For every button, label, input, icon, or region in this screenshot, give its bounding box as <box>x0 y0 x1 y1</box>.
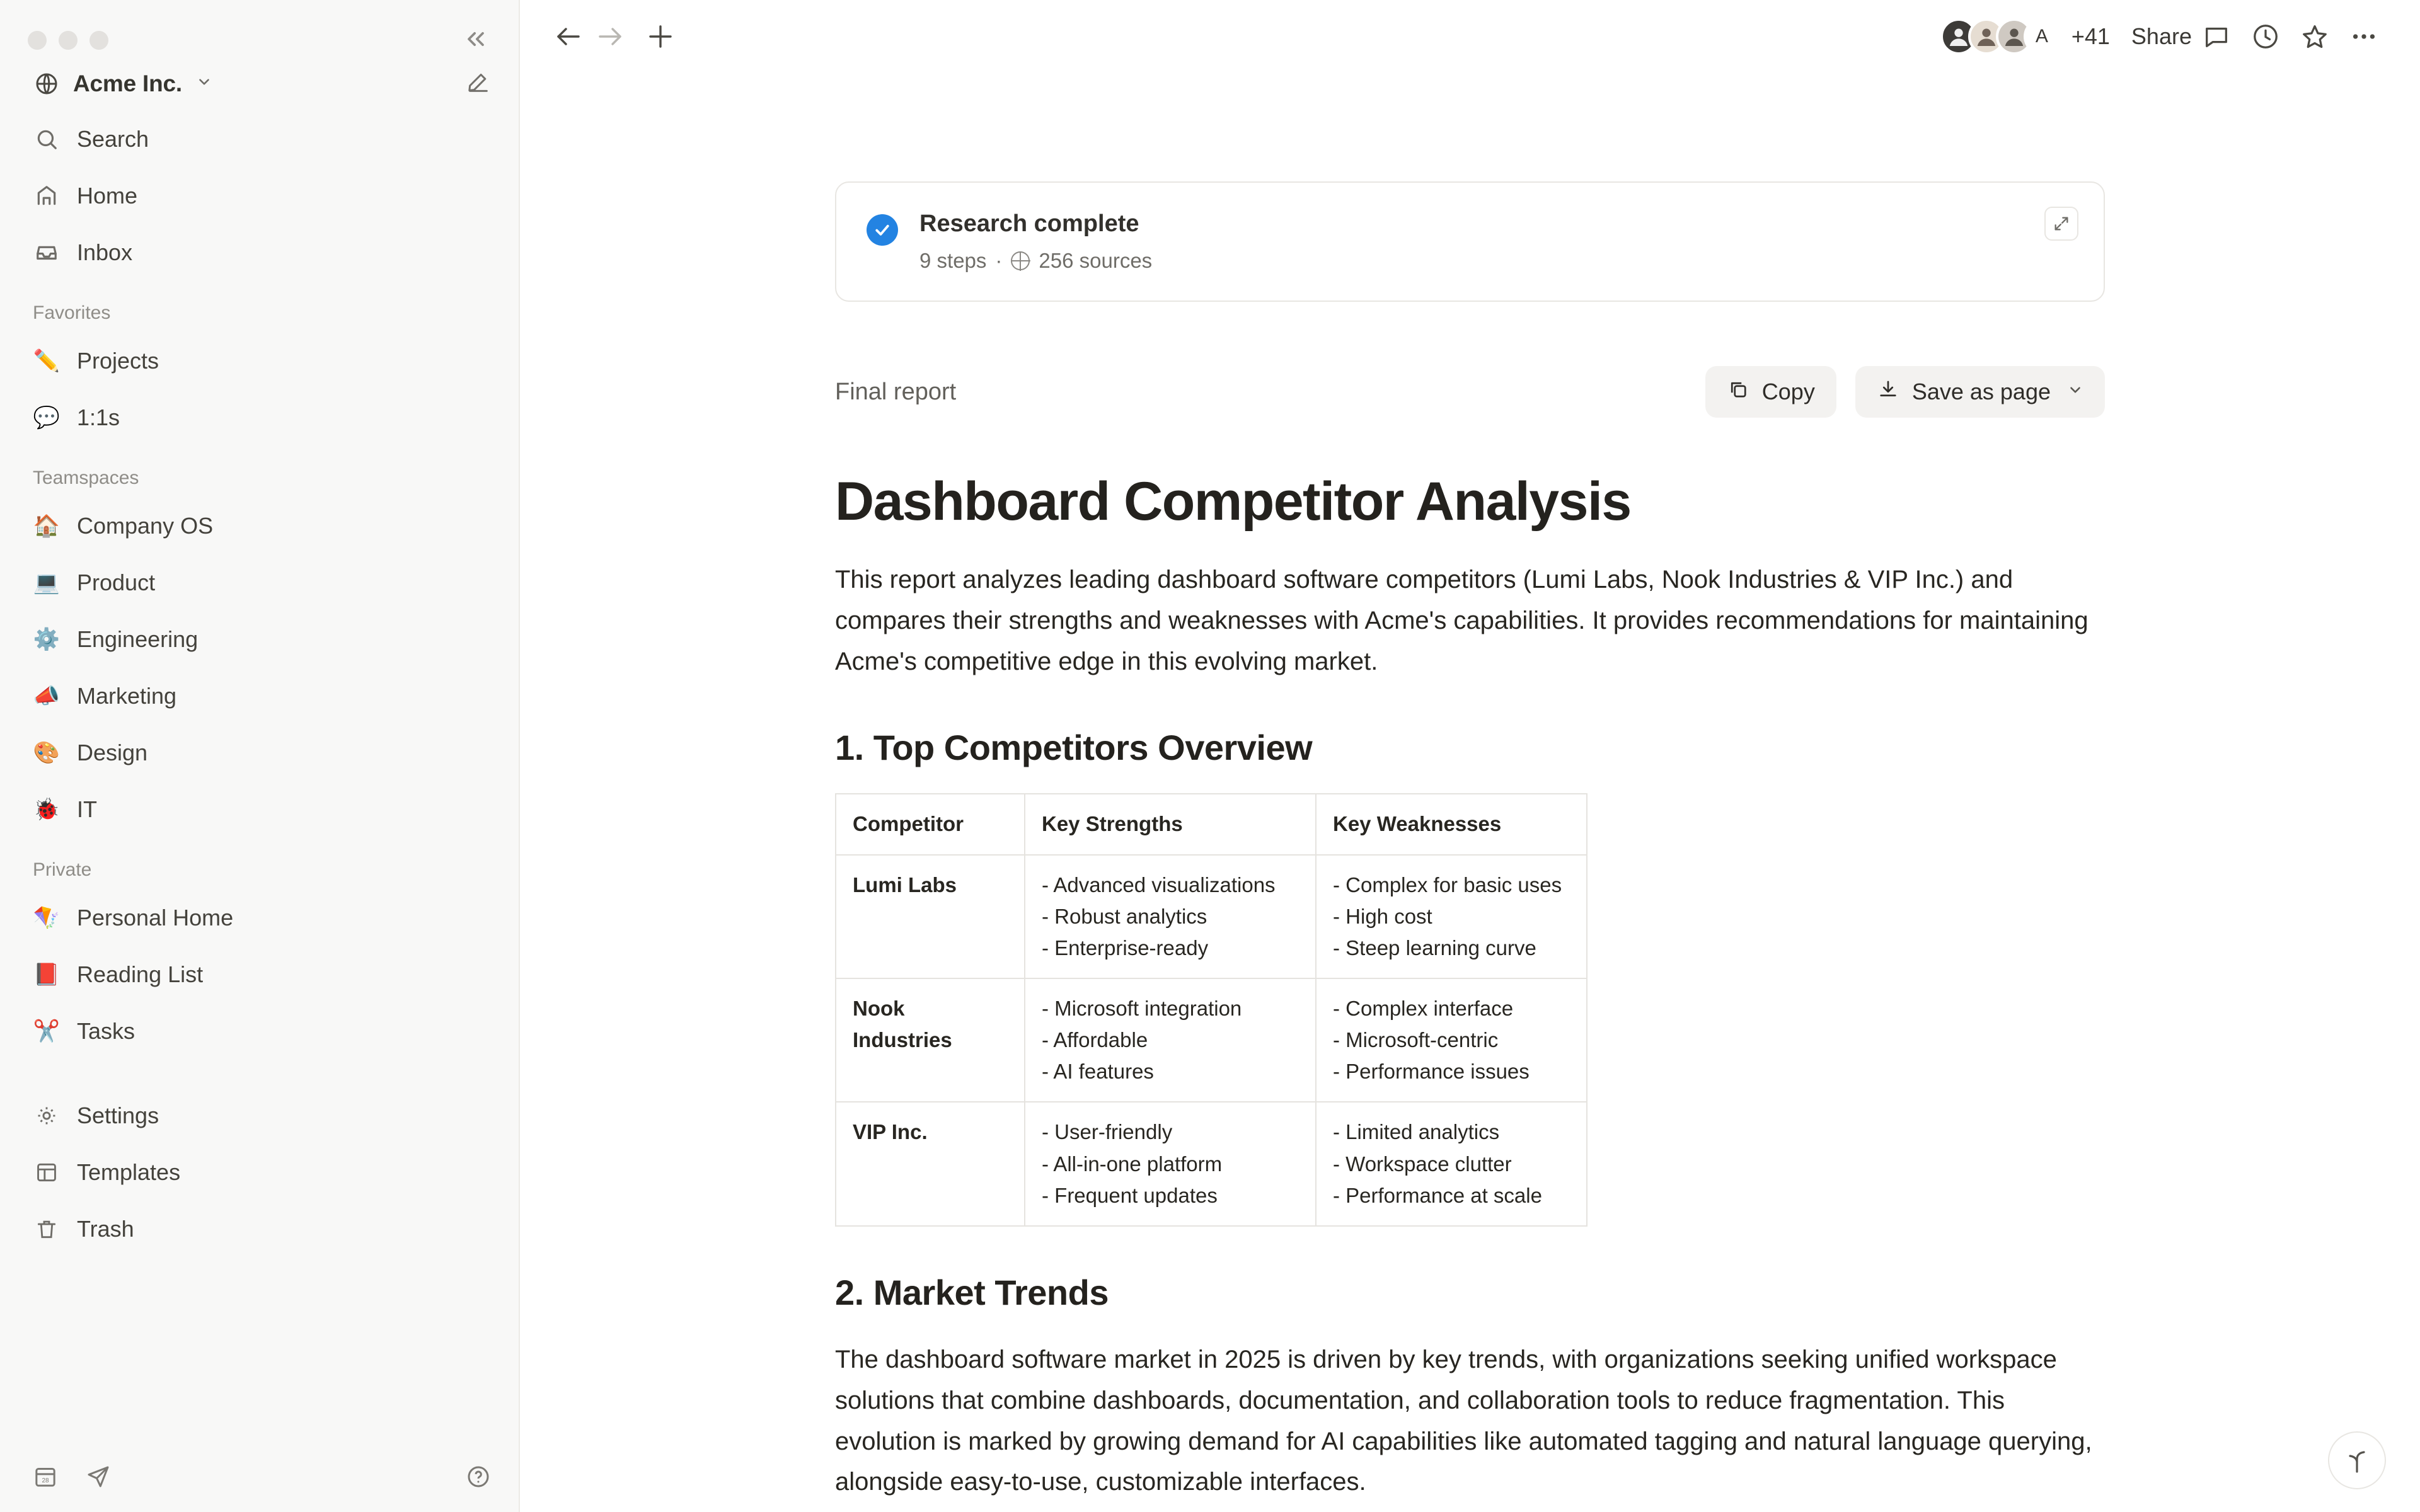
workspace-switcher[interactable] <box>0 57 519 111</box>
ai-sparkle-icon[interactable] <box>2328 1431 2386 1489</box>
list-item: - Limited analytics <box>1333 1120 1500 1144</box>
intro-paragraph: This report analyzes leading dashboard software competitors (Lumi Labs, Nook Industries & VIP Inc.) and compares their strengths and weaknesses with Acme's capabilities. It provides recommendations for maintaining Acme's competitive edge in this evolving market. <box>835 566 2089 675</box>
arrow-right-icon[interactable] <box>589 16 631 57</box>
copy-icon <box>1727 378 1749 406</box>
table-row <box>836 1102 1587 1225</box>
section-heading-2: 2. Market Trends <box>835 1272 1109 1312</box>
sidebar-item-label: Inbox <box>77 239 133 265</box>
pencil-icon: ✏️ <box>33 349 60 373</box>
kite-icon: 🪁 <box>33 906 60 930</box>
maximize-window-button[interactable] <box>89 31 108 50</box>
list-item: - Advanced visualizations <box>1042 873 1276 896</box>
avatar[interactable] <box>2024 18 2060 55</box>
list-item: - Performance issues <box>1333 1060 1530 1084</box>
gear-icon <box>33 1102 60 1130</box>
arrow-left-icon[interactable] <box>548 16 589 57</box>
table-header-row <box>836 794 1587 854</box>
table-cell-weaknesses <box>1316 1102 1587 1225</box>
more-members-count[interactable]: +41 <box>2071 23 2110 49</box>
table-header-cell: Competitor <box>836 794 1025 854</box>
comment-icon[interactable] <box>2192 16 2241 57</box>
gear-icon: ⚙️ <box>33 627 60 651</box>
sidebar-item-label: Settings <box>77 1102 159 1128</box>
top-bar <box>520 0 2420 73</box>
save-as-page-button[interactable] <box>1855 366 2105 418</box>
check-circle-icon <box>867 214 898 246</box>
list-item: - Workspace clutter <box>1333 1152 1512 1176</box>
list-item: - All-in-one platform <box>1042 1152 1223 1176</box>
list-item: - Microsoft-centric <box>1333 1028 1499 1052</box>
list-item: - Steep learning curve <box>1333 936 1536 959</box>
sidebar-item-label: Personal Home <box>77 905 234 931</box>
research-sources: 256 sources <box>1039 249 1153 272</box>
table-cell-strengths <box>1025 1102 1316 1225</box>
list-item: - Microsoft integration <box>1042 997 1242 1021</box>
bug-icon: 🐞 <box>33 798 60 822</box>
meta-separator: · <box>995 249 1003 272</box>
trash-icon <box>33 1215 60 1243</box>
send-icon[interactable] <box>86 1464 111 1492</box>
sidebar-item-personal-home[interactable] <box>0 890 519 946</box>
sidebar-item-inbox[interactable] <box>0 224 519 281</box>
table-cell-competitor: VIP Inc. <box>836 1102 1025 1225</box>
share-button[interactable]: Share <box>2131 23 2192 49</box>
research-title: Research complete <box>919 210 1139 237</box>
list-item: - Performance at scale <box>1333 1183 1542 1207</box>
table-cell-strengths <box>1025 855 1316 978</box>
globe-icon <box>1011 251 1030 270</box>
sidebar-item-label: Engineering <box>77 626 199 652</box>
svg-text:28: 28 <box>42 1477 49 1484</box>
sidebar-item-label: Home <box>77 183 138 209</box>
sidebar-item-projects[interactable] <box>0 333 519 389</box>
sidebar-item-label: Company OS <box>77 513 214 539</box>
table-cell-competitor: Lumi Labs <box>836 855 1025 978</box>
copy-button[interactable] <box>1705 366 1836 418</box>
clock-icon[interactable] <box>2241 16 2290 57</box>
collaborator-avatars[interactable] <box>1940 18 2060 55</box>
final-report-label: Final report <box>835 378 957 405</box>
main-area <box>520 0 2420 1512</box>
sidebar-item-label: Design <box>77 740 148 765</box>
list-item: - AI features <box>1042 1060 1154 1084</box>
sidebar <box>0 0 520 1512</box>
list-item: - Enterprise-ready <box>1042 936 1209 959</box>
sidebar-section-teamspaces: Teamspaces <box>33 467 139 488</box>
page-title: Dashboard Competitor Analysis <box>835 471 1631 532</box>
window-traffic-lights <box>0 0 519 57</box>
ellipsis-icon[interactable] <box>2339 16 2388 57</box>
sidebar-item-reading-list[interactable] <box>0 946 519 1003</box>
download-icon <box>1877 378 1899 406</box>
search-icon <box>33 125 60 153</box>
globe-icon <box>33 70 60 98</box>
scissors-icon: ✂️ <box>33 1019 60 1043</box>
home-icon <box>33 182 60 210</box>
speech-bubble-icon: 💬 <box>33 406 60 430</box>
sidebar-item-label: Projects <box>77 348 159 374</box>
sidebar-item-trash[interactable] <box>0 1201 519 1257</box>
plus-icon[interactable] <box>640 16 681 57</box>
star-icon[interactable] <box>2290 16 2339 57</box>
competitors-table <box>835 793 1587 1227</box>
new-page-icon[interactable] <box>466 70 491 98</box>
chevron-down-icon <box>2067 382 2083 403</box>
table-cell-strengths <box>1025 978 1316 1102</box>
megaphone-icon: 📣 <box>33 684 60 708</box>
research-meta <box>919 249 1152 273</box>
table-cell-weaknesses <box>1316 855 1587 978</box>
research-steps: 9 steps <box>919 249 987 272</box>
list-item: - Complex interface <box>1333 997 1514 1021</box>
sidebar-item-design[interactable] <box>0 724 519 781</box>
calendar-icon[interactable] <box>33 1464 58 1492</box>
sidebar-item-tasks[interactable] <box>0 1003 519 1060</box>
sidebar-section-favorites: Favorites <box>33 302 111 323</box>
table-header-cell: Key Strengths <box>1025 794 1316 854</box>
sidebar-item-marketing[interactable] <box>0 668 519 724</box>
list-item: - User-friendly <box>1042 1120 1173 1144</box>
table-cell-competitor: Nook Industries <box>836 978 1025 1102</box>
sidebar-item-label: IT <box>77 796 97 822</box>
book-icon: 📕 <box>33 963 60 987</box>
sidebar-item-search[interactable] <box>0 111 519 168</box>
table-row <box>836 978 1587 1102</box>
laptop-icon: 💻 <box>33 571 60 595</box>
sidebar-item-1-1s[interactable] <box>0 389 519 446</box>
sidebar-item-settings[interactable] <box>0 1087 519 1144</box>
sidebar-item-product[interactable] <box>0 554 519 611</box>
templates-icon <box>33 1159 60 1186</box>
palette-icon: 🎨 <box>33 741 60 765</box>
house-icon: 🏠 <box>33 514 60 538</box>
sidebar-item-home[interactable] <box>0 168 519 224</box>
table-cell-weaknesses <box>1316 978 1587 1102</box>
expand-icon[interactable] <box>2044 207 2078 241</box>
final-report-bar <box>835 366 2105 418</box>
sidebar-item-engineering[interactable] <box>0 611 519 668</box>
section-2-paragraph: The dashboard software market in 2025 is driven by key trends, with organizations seeking unified workspace solutions that combine dashboards, documentation, and collaboration tools to reduce fragmentation. This evolution is marked by growing demand for AI capabilities like automated tagging and natural language querying, alongside easy-to-use, customizable interfaces. <box>835 1345 2092 1496</box>
help-icon[interactable] <box>466 1464 491 1492</box>
chevron-down-icon <box>196 74 212 94</box>
save-as-page-label: Save as page <box>1911 379 2051 404</box>
minimize-window-button[interactable] <box>59 31 78 50</box>
workspace-name: Acme Inc. <box>73 71 182 96</box>
sidebar-item-label: Tasks <box>77 1018 135 1044</box>
double-chevron-left-icon[interactable] <box>459 23 492 55</box>
list-item: - Complex for basic uses <box>1333 873 1562 896</box>
sidebar-item-label: Search <box>77 126 149 152</box>
sidebar-item-company-os[interactable] <box>0 498 519 554</box>
section-heading-1: 1. Top Competitors Overview <box>835 728 1313 768</box>
page-content <box>520 73 2420 1503</box>
list-item: - Affordable <box>1042 1028 1148 1052</box>
list-item: - High cost <box>1333 904 1432 928</box>
inbox-icon <box>33 239 60 266</box>
sidebar-footer <box>0 1444 519 1512</box>
sidebar-section-private: Private <box>33 859 92 880</box>
sidebar-item-label: Templates <box>77 1159 181 1185</box>
copy-label: Copy <box>1761 379 1815 404</box>
sidebar-item-templates[interactable] <box>0 1144 519 1201</box>
sidebar-item-label: 1:1s <box>77 404 120 430</box>
sidebar-item-label: Marketing <box>77 683 177 709</box>
close-window-button[interactable] <box>28 31 47 50</box>
avatar-initial: A <box>2035 26 2048 47</box>
sidebar-scroll <box>0 111 519 1444</box>
top-right-cluster <box>1940 16 2388 57</box>
sidebar-item-it[interactable] <box>0 781 519 838</box>
list-item: - Robust analytics <box>1042 904 1207 928</box>
sidebar-item-label: Trash <box>77 1216 134 1242</box>
list-item: - Frequent updates <box>1042 1183 1218 1207</box>
report-actions <box>1705 366 2105 418</box>
table-header-cell: Key Weaknesses <box>1316 794 1587 854</box>
research-status-card[interactable] <box>835 181 2105 302</box>
document-column <box>835 73 2105 1503</box>
sidebar-item-label: Product <box>77 570 156 595</box>
table-row <box>836 855 1587 978</box>
sidebar-item-label: Reading List <box>77 961 204 987</box>
